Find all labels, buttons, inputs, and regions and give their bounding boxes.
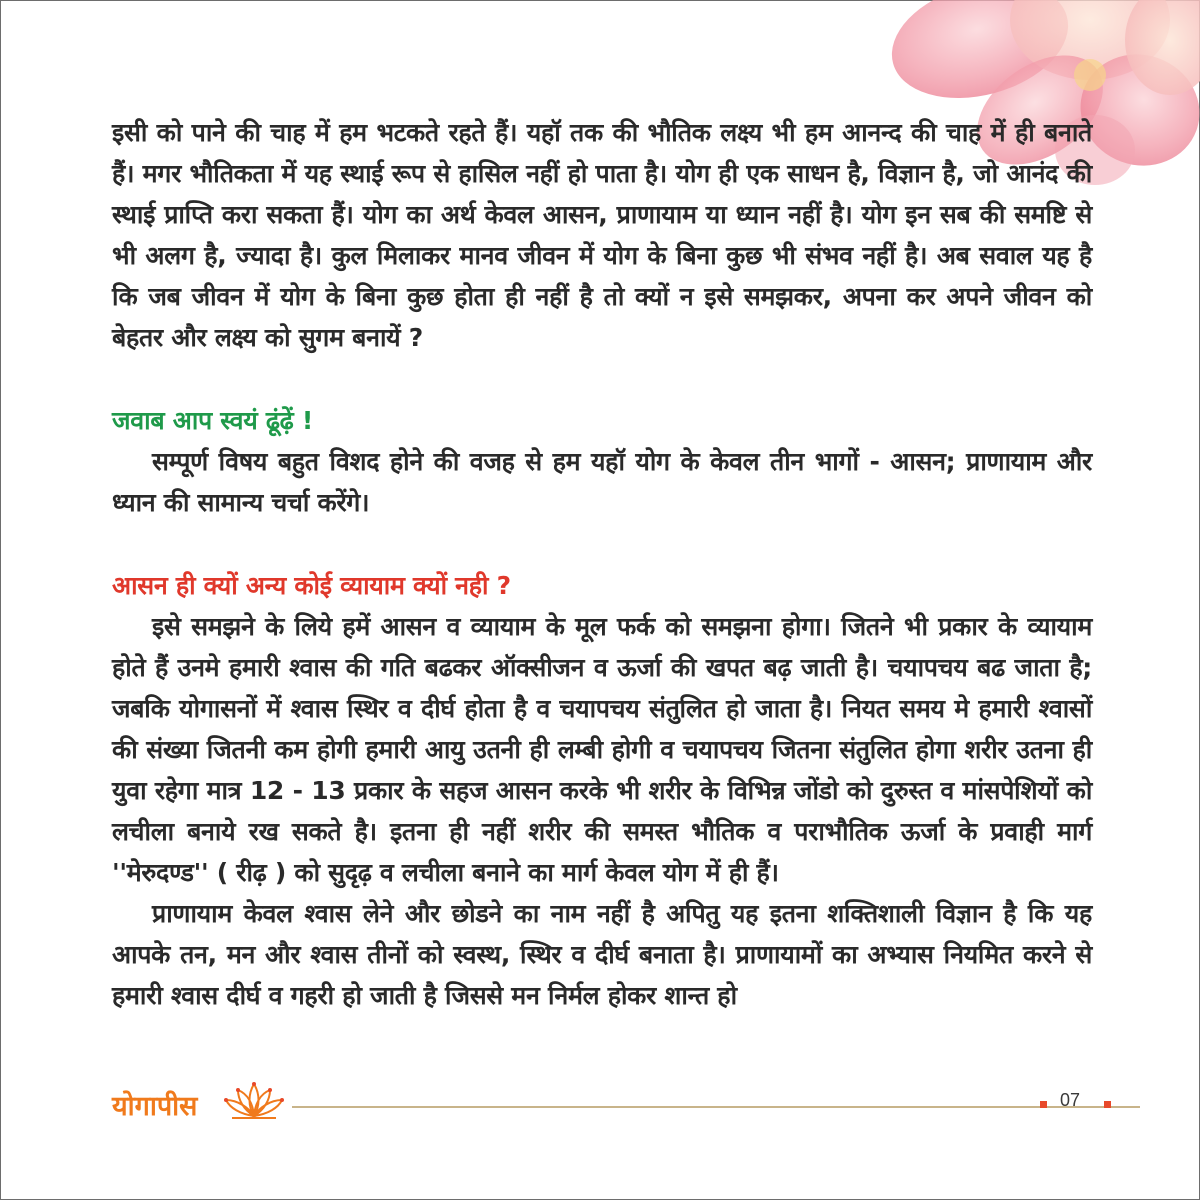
brand-name: योगापीस bbox=[112, 1091, 198, 1122]
lotus-logo-icon bbox=[222, 1078, 286, 1122]
page-footer bbox=[112, 1086, 1112, 1136]
main-content bbox=[112, 112, 1092, 1016]
heading-answer-yourself: जवाब आप स्वयं ढूंढ़ें ! bbox=[112, 406, 313, 435]
paragraph-intro: इसी को पाने की चाह में हम भटकते रहते हैं। यहॉ तक की भौतिक लक्ष्य भी हम आनन्द की चाह में ही बनाते हैं। मगर भौतिकता में यह स्थाई रूप से हासिल नहीं हो पाता है। योग ही एक साधन है, विज्ञान है, जो आनंद की स्थाई प्राप्ति करा सकता हैं। योग का अर्थ केवल आसन, प्राणायाम या ध्यान नहीं है। योग इन सब की समष्टि से भी अलग है, ज्यादा है। कुल मिलाकर मानव जीवन में योग के बिना कुछ भी संभव नहीं है। अब सवाल यह है कि जब जीवन में योग के बिना कुछ होता ही नहीं है तो क्यों न इसे समझकर, अपना कर अपने जीवन को बेहतर और लक्ष्य को सुगम बनायें ? bbox=[112, 118, 1092, 352]
paragraph-asana: इसे समझने के लिये हमें आसन व व्यायाम के मूल फर्क को समझना होगा। जितने भी प्रकार के व्यायाम होते हैं उनमे हमारी श्वास की गति बढकर ऑक्सीजन व ऊर्जा की खपत बढ़ जाती है। चयापचय बढ जाता है; जबकि योगासनों में श्वास स्थिर व दीर्घ होता है व चयापचय संतुलित हो जाता है। नियत समय मे हमारी श्वासों की संख्या जितनी कम होगी हमारी आयु उतनी ही लम्बी होगी व चयापचय जितना संतुलित होगा शरीर उतना ही युवा रहेगा मात्र 12 - 13 प्रकार के सहज आसन करके भी शरीर के विभिन्न जोंडो को दुरुस्त व मांसपेशियों को लचीला बनाये रख सकते है। इतना ही नहीं शरीर की समस्त भौतिक व पराभौतिक ऊर्जा के प्रवाही मार्ग ''मेरुदण्ड'' ( रीढ़ ) को सुदृढ़ व लचीला बनाने का मार्ग केवल योग में ही हैं। bbox=[112, 612, 1092, 887]
page-marker-right bbox=[1104, 1101, 1111, 1108]
paragraph-pranayama: प्राणायाम केवल श्वास लेने और छोडने का नाम नहीं है अपितु यह इतना शक्तिशाली विज्ञान है कि यह आपके तन, मन और श्वास तीनों को स्वस्थ, स्थिर व दीर्घ बनाता है। प्राणायामों का अभ्यास नियमित करने से हमारी श्वास दीर्घ व गहरी हो जाती है जिससे मन निर्मल होकर शान्त हो bbox=[112, 899, 1092, 1010]
paragraph-subject: सम्पूर्ण विषय बहुत विशद होने की वजह से हम यहॉ योग के केवल तीन भागों - आसन; प्राणायाम और ध्यान की सामान्य चर्चा करेंगे। bbox=[112, 447, 1092, 517]
page-number: 07 bbox=[1060, 1090, 1081, 1110]
footer-rule bbox=[292, 1106, 1140, 1108]
page-marker-left bbox=[1040, 1101, 1047, 1108]
heading-why-asana: आसन ही क्यों अन्य कोई व्यायाम क्यों नही ? bbox=[112, 571, 511, 600]
